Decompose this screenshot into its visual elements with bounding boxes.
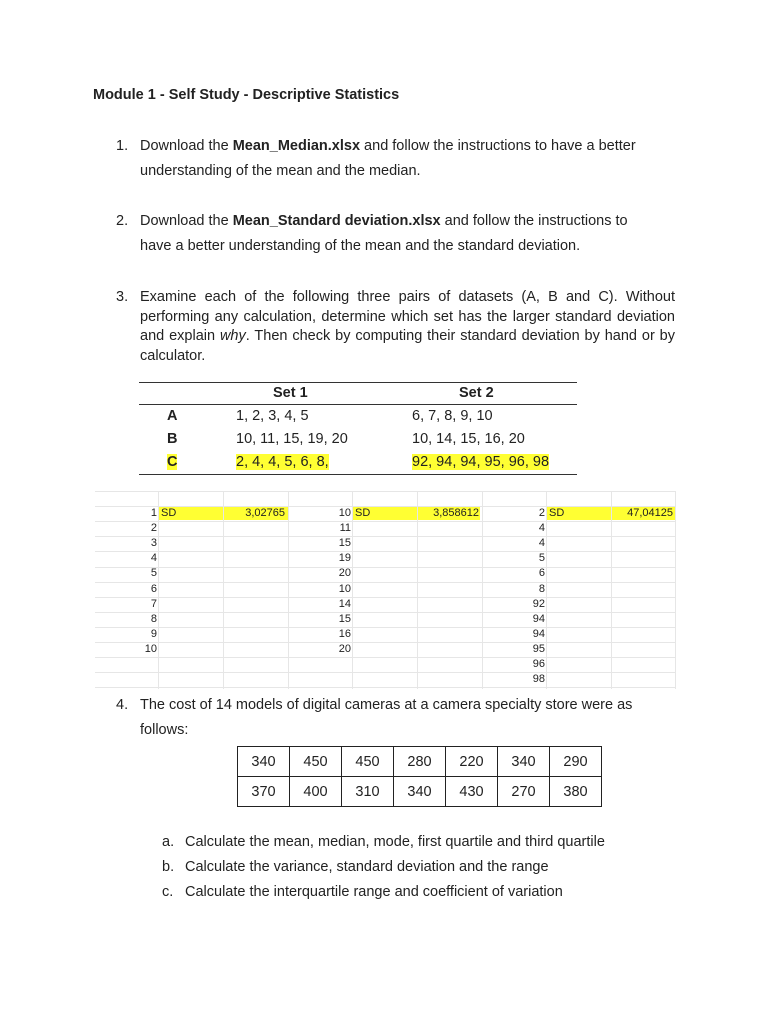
grid-line-horizontal	[95, 491, 675, 492]
page-title: Module 1 - Self Study - Descriptive Statistics	[93, 87, 400, 103]
cost-row-1	[238, 747, 602, 777]
question-4-text-line1: The cost of 14 models of digital cameras at a camera specialty store were as	[140, 697, 633, 713]
subitem-b-text: Calculate the variance, standard deviation and the range	[185, 859, 549, 875]
grid-line-horizontal	[95, 582, 675, 583]
sheet-cell-col1: 1	[150, 507, 157, 519]
row-b-set2: 10, 14, 15, 16, 20	[412, 431, 525, 447]
sheet-cell-col2: 15	[338, 537, 351, 550]
table-bottom-rule	[139, 474, 577, 475]
subitem-b-label: b.	[162, 859, 175, 875]
row-c-label: C	[167, 454, 178, 470]
cost-cell: 450	[290, 747, 342, 777]
sd-label-1: SD	[161, 507, 177, 519]
sheet-cell-col1: 5	[150, 567, 157, 580]
cost-cell: 370	[238, 777, 290, 807]
question-2-number: 2.	[116, 213, 129, 229]
grid-line-horizontal	[95, 612, 675, 613]
cost-cell: 220	[446, 747, 498, 777]
sheet-cell-col2: 10	[338, 507, 351, 519]
row-a-set1: 1, 2, 3, 4, 5	[236, 408, 309, 424]
sheet-cell-col2: 11	[339, 522, 351, 535]
grid-line-horizontal	[95, 672, 675, 673]
question-1-number: 1.	[116, 138, 129, 154]
question-3-text-b: . Then check by computing their standard deviation by hand or by calculator.	[140, 328, 676, 364]
cost-cell: 340	[238, 747, 290, 777]
row-a-set2: 6, 7, 8, 9, 10	[412, 408, 493, 424]
cost-row-2	[238, 777, 602, 807]
subitem-c-text: Calculate the interquartile range and coefficient of variation	[185, 884, 563, 900]
sheet-cell-col2: 14	[338, 597, 351, 610]
sheet-cell-col2: 20	[338, 642, 351, 655]
sd-label-2: SD	[355, 507, 371, 519]
question-2-text-pre: Download the	[140, 213, 233, 229]
sheet-cell-col3: 92	[532, 597, 545, 610]
sheet-cell-col1: 6	[150, 582, 157, 595]
question-4-number: 4.	[116, 697, 129, 713]
sheet-cell-col1: 2	[150, 522, 157, 535]
question-2-text-line2: have a better understanding of the mean and the standard deviation.	[140, 238, 581, 254]
grid-line-horizontal	[95, 551, 675, 552]
row-a-label: A	[167, 408, 178, 424]
sheet-cell-col3: 4	[538, 537, 545, 550]
sheet-cell-col2: 10	[338, 582, 351, 595]
row-b-set1: 10, 11, 15, 19, 20	[236, 431, 348, 447]
sheet-cell-col3: 94	[532, 627, 545, 640]
sheet-cell-col3: 8	[538, 582, 545, 595]
sd-value-3: 47,04125	[627, 507, 673, 519]
question-4	[116, 693, 676, 743]
sheet-cell-col2: 19	[338, 552, 351, 565]
sheet-cell-col1: 9	[150, 627, 157, 640]
row-b-label: B	[167, 431, 178, 447]
header-set-1: Set 1	[273, 385, 308, 401]
cost-cell: 400	[290, 777, 342, 807]
datasets-table	[139, 382, 577, 477]
sheet-cell-col1: 4	[150, 552, 157, 565]
subitems-list	[162, 830, 682, 910]
cost-cell: 380	[550, 777, 602, 807]
sheet-cell-col1: 8	[150, 612, 157, 625]
grid-line-horizontal	[95, 642, 675, 643]
sheet-cell-col3: 6	[538, 567, 545, 580]
question-2-text-post: and follow the instructions to	[440, 213, 628, 229]
sheet-cell-col3: 5	[538, 552, 545, 565]
cost-cell: 450	[342, 747, 394, 777]
sheet-cell-col3: 94	[532, 612, 545, 625]
sheet-cell-col3: 98	[532, 673, 545, 686]
question-3-number: 3.	[116, 289, 129, 305]
grid-line-horizontal	[95, 627, 675, 628]
camera-cost-table	[237, 746, 602, 807]
cost-cell: 340	[394, 777, 446, 807]
table-header-rule	[139, 404, 577, 405]
grid-line-vertical	[675, 491, 676, 689]
spreadsheet-snippet	[95, 491, 675, 689]
sheet-cell-col3: 95	[532, 642, 545, 655]
sheet-cell-col3: 2	[538, 507, 545, 519]
header-set-2: Set 2	[459, 385, 494, 401]
table-top-rule	[139, 382, 577, 383]
question-3-text-a: Examine each of the following three pairs of datasets (A, B and C). Without performing any calculation, determine which set has the larger standard deviation and explain	[140, 289, 675, 344]
grid-line-horizontal	[95, 506, 675, 507]
row-c-set2: 92, 94, 94, 95, 96, 98	[412, 454, 550, 470]
subitem-c-label: c.	[162, 884, 174, 900]
sd-value-2: 3,858612	[433, 507, 479, 519]
grid-line-horizontal	[95, 567, 675, 568]
question-3	[116, 288, 676, 368]
question-2	[116, 209, 676, 259]
question-4-text-line2: follows:	[140, 722, 189, 738]
sheet-cell-col2: 20	[338, 567, 351, 580]
question-1-filename: Mean_Median.xlsx	[232, 138, 361, 154]
cost-cell: 270	[498, 777, 550, 807]
sheet-cell-col2: 15	[338, 612, 351, 625]
cost-cell: 430	[446, 777, 498, 807]
cost-cell: 280	[394, 747, 446, 777]
question-3-why: why	[219, 328, 246, 344]
grid-line-horizontal	[95, 687, 675, 688]
question-1-text-line2: understanding of the mean and the median.	[140, 163, 421, 179]
grid-line-horizontal	[95, 521, 675, 522]
cost-cell: 310	[342, 777, 394, 807]
sheet-cell-col2: 16	[338, 627, 351, 640]
sheet-cell-col3: 4	[538, 522, 545, 535]
subitem-a-label: a.	[162, 834, 175, 850]
question-1	[116, 134, 676, 184]
grid-line-horizontal	[95, 597, 675, 598]
sheet-cell-col1: 3	[150, 537, 157, 550]
cost-cell: 340	[498, 747, 550, 777]
question-1-text-pre: Download the	[140, 138, 233, 154]
sd-label-3: SD	[549, 507, 565, 519]
grid-line-horizontal	[95, 536, 675, 537]
sheet-cell-col1: 10	[144, 642, 157, 655]
question-1-text-post: and follow the instructions to have a better	[360, 138, 636, 154]
sheet-cell-col1: 7	[150, 597, 157, 610]
sd-value-1: 3,02765	[245, 507, 285, 519]
grid-line-horizontal	[95, 657, 675, 658]
question-2-filename: Mean_Standard deviation.xlsx	[232, 213, 441, 229]
cost-cell: 290	[550, 747, 602, 777]
subitem-a-text: Calculate the mean, median, mode, first quartile and third quartile	[185, 834, 605, 850]
row-c-set1: 2, 4, 4, 5, 6, 8,	[236, 454, 329, 470]
sheet-cell-col3: 96	[532, 658, 545, 670]
